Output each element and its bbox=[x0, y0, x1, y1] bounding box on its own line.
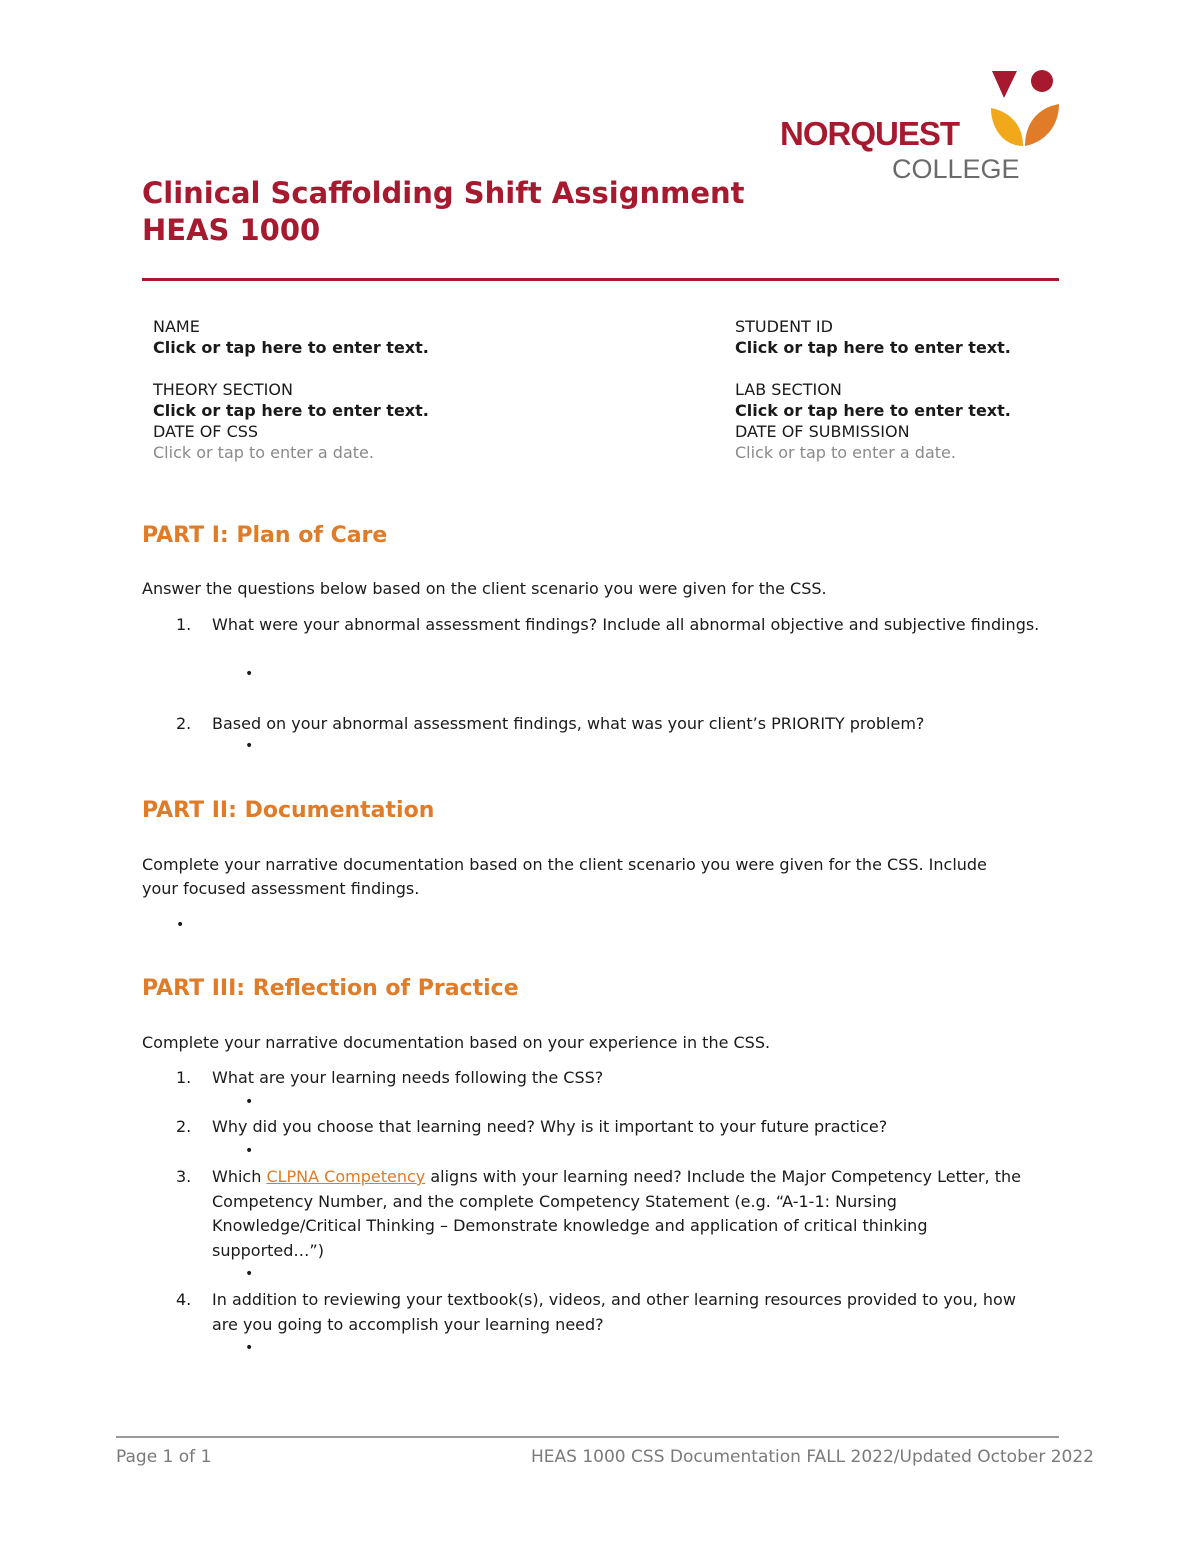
clpna-competency-link[interactable]: CLPNA Competency bbox=[266, 1167, 426, 1186]
part3-question-1: What are your learning needs following the CSS? bbox=[212, 1068, 604, 1087]
answer-bullet[interactable]: • bbox=[245, 738, 254, 754]
part3-heading: PART III: Reflection of Practice bbox=[142, 976, 519, 1001]
logo-flower-icon bbox=[987, 68, 1062, 148]
part1-intro: Answer the questions below based on the client scenario you were given for the CSS. bbox=[142, 579, 827, 598]
answer-bullet[interactable]: • bbox=[245, 1143, 254, 1159]
part2-intro: Complete your narrative documentation based on the client scenario you were given for the CSS. Include your focused assessment findings. bbox=[142, 855, 987, 898]
page-number: Page 1 of 1 bbox=[116, 1447, 212, 1467]
answer-bullet[interactable]: • bbox=[176, 917, 185, 933]
part3-question-3: Which CLPNA Competency aligns with your learning need? Include the Major Competency Letter, the Competency Number, and the complete Competency Statement (e.g. “A-1-1: Nursing Knowledge/Critical Thinking – Demonstrate knowledge and application of critical thinking supported…”) bbox=[212, 1167, 1021, 1260]
date-of-css-picker[interactable]: Click or tap to enter a date. bbox=[153, 443, 374, 462]
field-name: NAME Click or tap here to enter text. bbox=[153, 317, 429, 357]
field-lab-section: LAB SECTION Click or tap here to enter text. DATE OF SUBMISSION Click or tap to enter a date. bbox=[735, 380, 1011, 462]
answer-bullet[interactable]: • bbox=[245, 1094, 254, 1110]
part3-question-2: Why did you choose that learning need? Why is it important to your future practice? bbox=[212, 1117, 888, 1136]
answer-bullet[interactable]: • bbox=[245, 1340, 254, 1356]
part2-heading: PART II: Documentation bbox=[142, 798, 435, 823]
answer-bullet[interactable]: • bbox=[245, 666, 254, 682]
field-student-id: STUDENT ID Click or tap here to enter text. bbox=[735, 317, 1011, 357]
theory-section-input[interactable]: Click or tap here to enter text. bbox=[153, 401, 429, 420]
page-title: Clinical Scaffolding Shift Assignment HEAS 1000 bbox=[142, 176, 745, 247]
part1-question-1: What were your abnormal assessment findings? Include all abnormal objective and subjective findings. bbox=[212, 615, 1040, 634]
title-divider bbox=[142, 278, 1059, 281]
footer-divider bbox=[116, 1436, 1059, 1438]
field-theory-section: THEORY SECTION Click or tap here to enter text. DATE OF CSS Click or tap to enter a date. bbox=[153, 380, 429, 462]
footer-doc-info: HEAS 1000 CSS Documentation FALL 2022/Updated October 2022 bbox=[531, 1447, 1094, 1467]
part3-question-4: In addition to reviewing your textbook(s), videos, and other learning resources provided to you, how are you going to accomplish your learning need? bbox=[212, 1290, 1016, 1334]
part3-intro: Complete your narrative documentation based on your experience in the CSS. bbox=[142, 1033, 771, 1052]
student-id-input[interactable]: Click or tap here to enter text. bbox=[735, 338, 1011, 357]
logo-subtitle: COLLEGE bbox=[892, 154, 1020, 184]
part1-heading: PART I: Plan of Care bbox=[142, 523, 388, 548]
logo-wordmark: NORQUEST bbox=[780, 115, 960, 152]
part1-question-2: Based on your abnormal assessment findings, what was your client’s PRIORITY problem? bbox=[212, 714, 925, 733]
norquest-logo bbox=[775, 68, 1065, 188]
answer-bullet[interactable]: • bbox=[245, 1266, 254, 1282]
date-of-submission-picker[interactable]: Click or tap to enter a date. bbox=[735, 443, 956, 462]
name-input[interactable]: Click or tap here to enter text. bbox=[153, 338, 429, 357]
lab-section-input[interactable]: Click or tap here to enter text. bbox=[735, 401, 1011, 420]
